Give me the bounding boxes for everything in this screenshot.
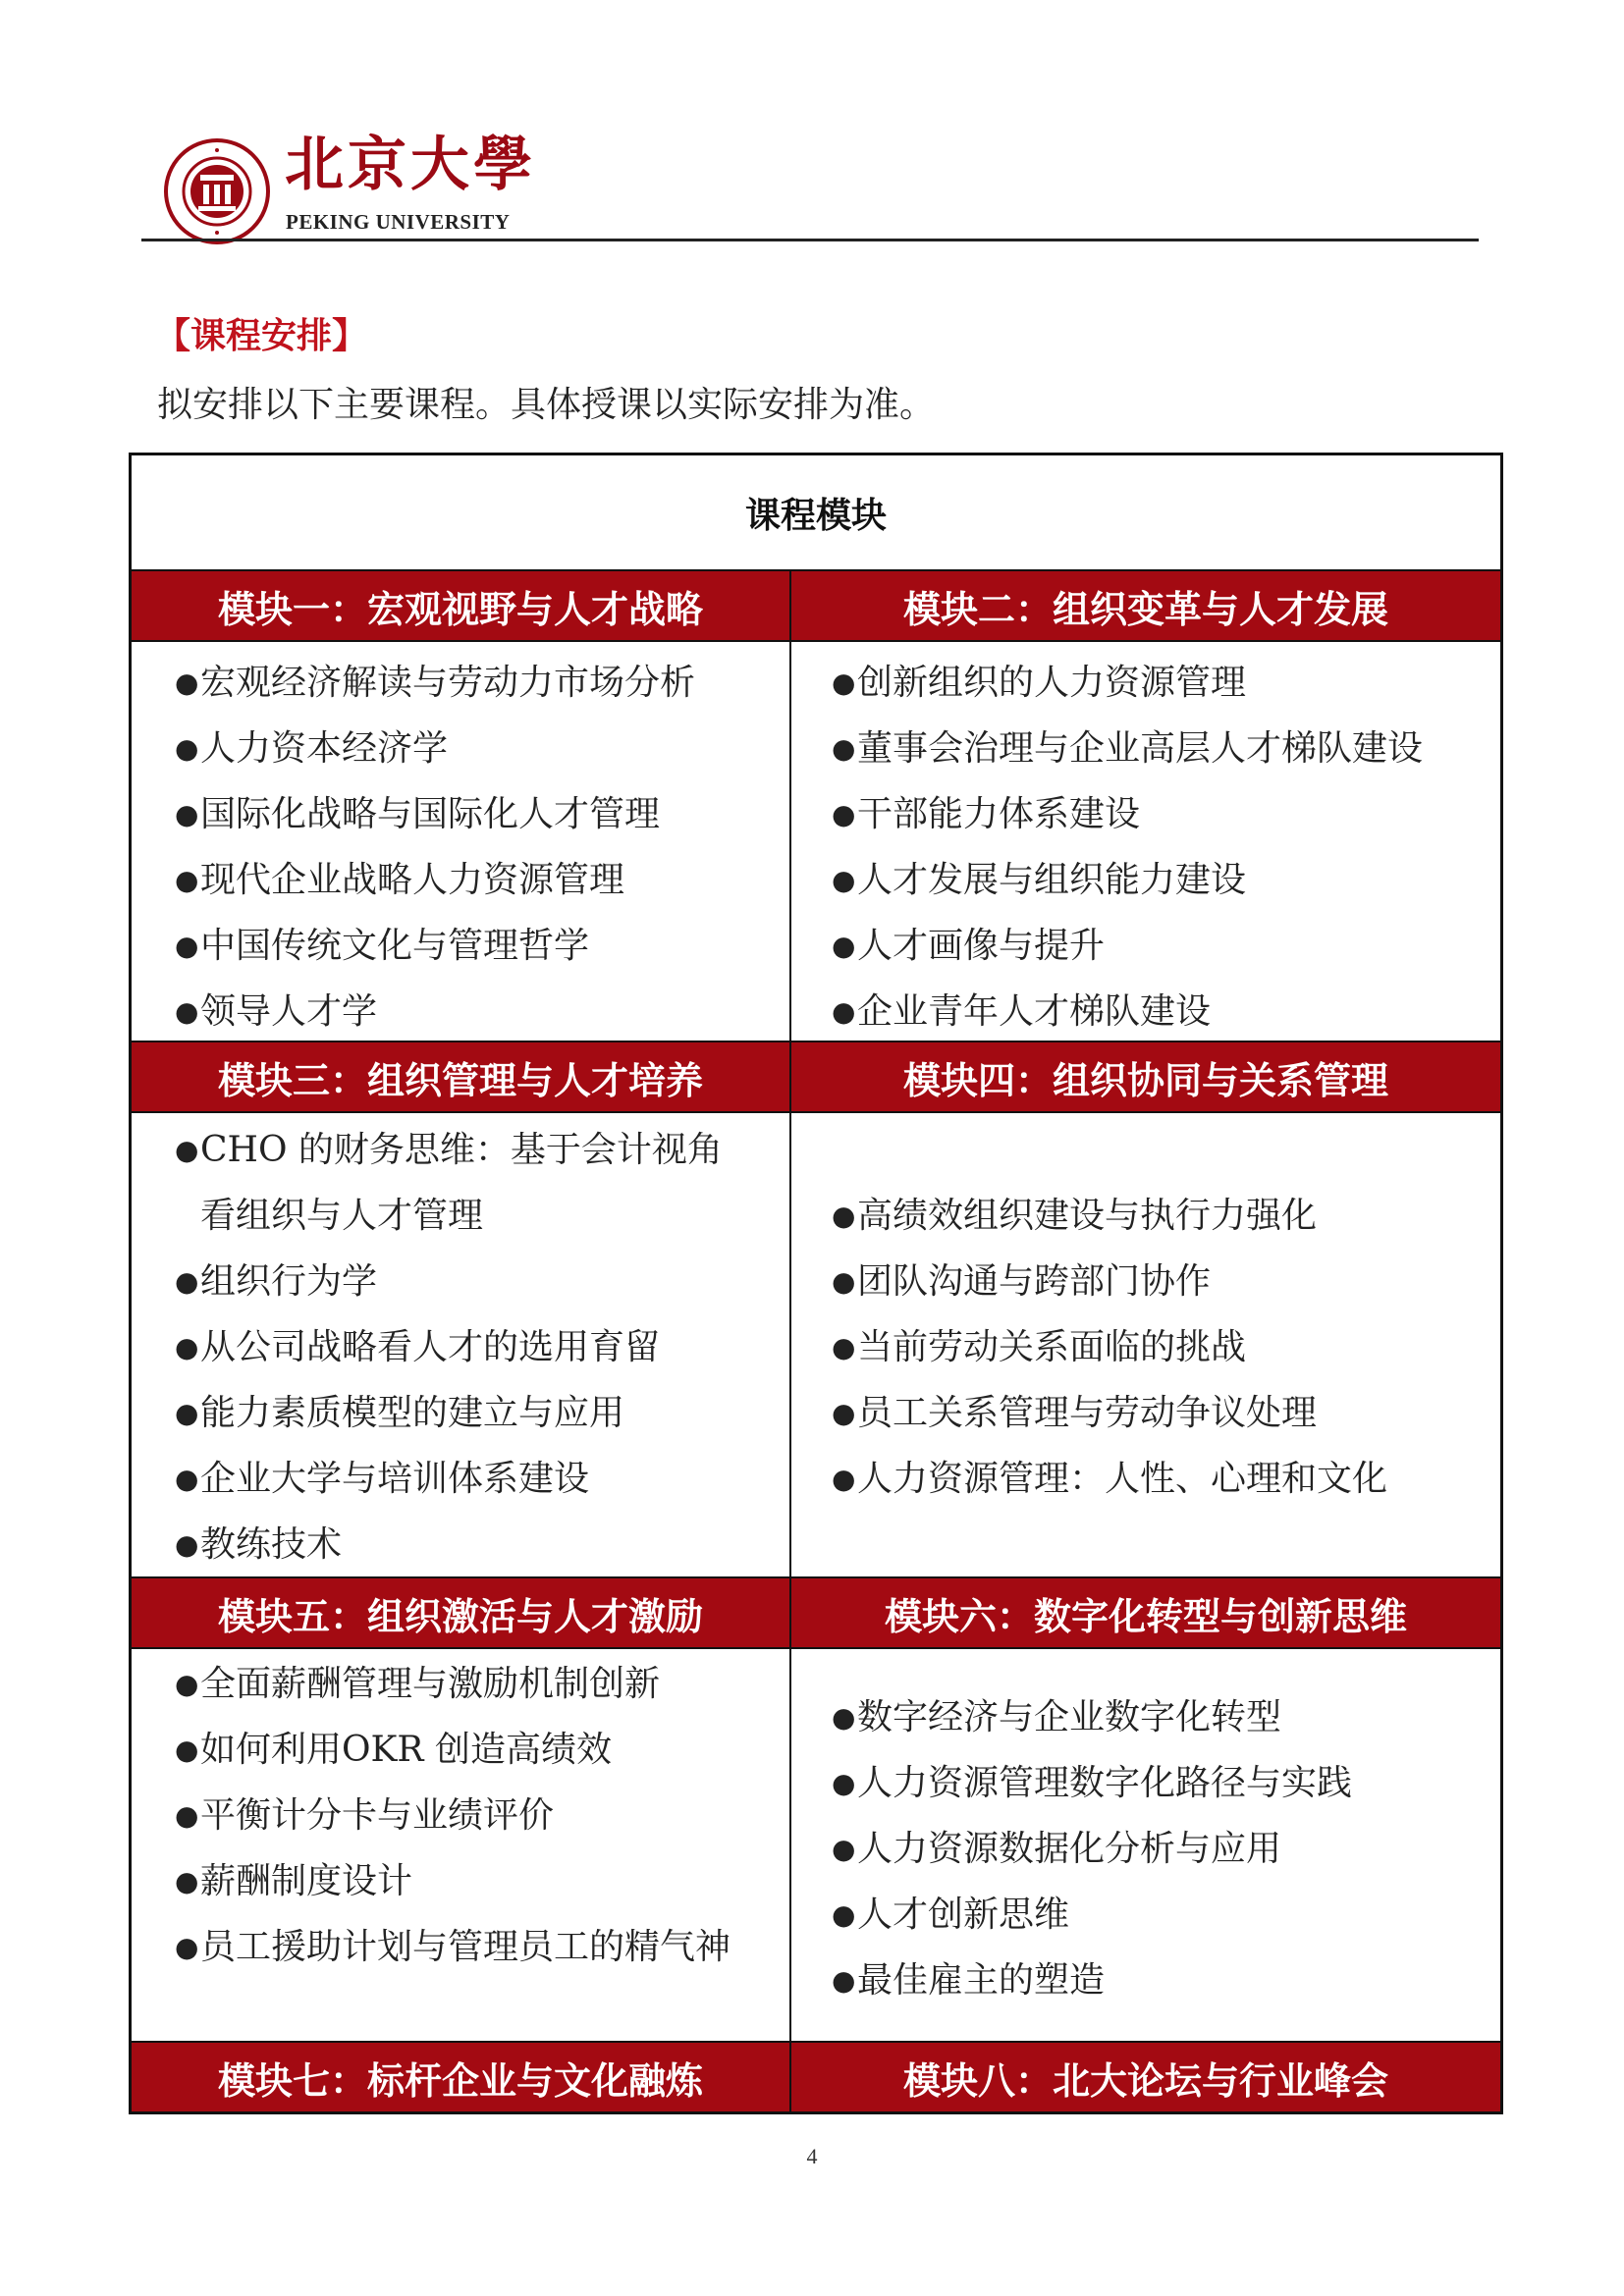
module-title: 模块三：组织管理与人才培养 [217, 1058, 703, 1102]
list-item: ● 员工关系管理与劳动争议处理 [832, 1393, 1318, 1433]
list-item: ● 团队沟通与跨部门协作 [832, 1261, 1212, 1302]
list-item: ● 高绩效组织建设与执行力强化 [832, 1196, 1318, 1236]
list-item: ● 领导人才学 [175, 991, 378, 1032]
module-items-4 [832, 1183, 1480, 1512]
module-items-3 [175, 1117, 754, 1577]
university-name-en: PEKING UNIVERSITY [286, 210, 511, 234]
module-items-2 [832, 650, 1480, 1044]
module-items-5 [175, 1651, 754, 1980]
section-intro: 拟安排以下主要课程。具体授课以实际安排为准。 [157, 385, 936, 425]
university-name-cn: 北京大學 [285, 131, 536, 199]
table-heading: 课程模块 [132, 455, 1500, 571]
list-item: ● 人才发展与组织能力建设 [832, 860, 1247, 900]
list-item: ● 人才创新思维 [832, 1895, 1070, 1935]
list-item: ● 如何利用OKR 创造高绩效 [175, 1730, 612, 1770]
module-band-row-3 [132, 1576, 1500, 1649]
list-item: ● 数字经济与企业数字化转型 [832, 1697, 1282, 1737]
course-module-table [129, 453, 1503, 2114]
module-title: 模块二：组织变革与人才发展 [902, 587, 1388, 631]
list-item: ● 人力资源数据化分析与应用 [832, 1829, 1282, 1869]
list-item: ● 人力资本经济学 [175, 728, 449, 769]
module-title: 模块一：宏观视野与人才战略 [217, 587, 703, 631]
module-title: 模块四：组织协同与关系管理 [902, 1058, 1388, 1102]
list-item: ● 现代企业战略人力资源管理 [175, 860, 625, 900]
list-item: ● 国际化战略与国际化人才管理 [175, 794, 661, 834]
list-item: ● 干部能力体系建设 [832, 794, 1141, 834]
list-item: ● 企业大学与培训体系建设 [175, 1459, 590, 1499]
list-item: ● 宏观经济解读与劳动力市场分析 [175, 663, 696, 703]
university-seal-icon [163, 137, 271, 245]
list-item: ● 组织行为学 [175, 1261, 378, 1302]
list-item: ● 教练技术 [175, 1524, 343, 1565]
module-band-row-2 [132, 1041, 1500, 1113]
list-item: ● 当前劳动关系面临的挑战 [832, 1327, 1247, 1367]
module-items-6 [832, 1684, 1480, 2013]
list-item: ● 薪酬制度设计 [175, 1861, 413, 1901]
list-item: ● 中国传统文化与管理哲学 [175, 926, 590, 966]
module-band-row-4 [132, 2041, 1500, 2111]
section-title: 【课程安排】 [155, 316, 368, 356]
list-item: ● 平衡计分卡与业绩评价 [175, 1795, 555, 1836]
module-title: 模块七：标杆企业与文化融炼 [217, 2058, 703, 2103]
module-title: 模块五：组织激活与人才激励 [217, 1594, 703, 1638]
list-item: ● CHO 的财务思维：基于会计视角看组织与人才管理 [175, 1130, 723, 1236]
header-divider [141, 239, 1479, 241]
column-divider [789, 571, 791, 2111]
module-band-row-1 [132, 569, 1500, 642]
list-item: ● 创新组织的人力资源管理 [832, 663, 1247, 703]
page-header [141, 126, 1479, 241]
list-item: ● 人才画像与提升 [832, 926, 1106, 966]
list-item: ● 人力资源管理数字化路径与实践 [832, 1763, 1353, 1803]
list-item: ● 企业青年人才梯队建设 [832, 991, 1212, 1032]
list-item: ● 董事会治理与企业高层人才梯队建设 [832, 728, 1424, 769]
list-item: ● 最佳雇主的塑造 [832, 1960, 1106, 2001]
list-item: ● 人力资源管理：人性、心理和文化 [832, 1459, 1388, 1499]
page-number: 4 [806, 2144, 818, 2168]
module-items-1 [175, 650, 764, 1044]
list-item: ● 从公司战略看人才的选用育留 [175, 1327, 661, 1367]
list-item: ● 能力素质模型的建立与应用 [175, 1393, 625, 1433]
list-item: ● 员工援助计划与管理员工的精气神 [175, 1927, 731, 1967]
list-item: ● 全面薪酬管理与激励机制创新 [175, 1664, 661, 1704]
module-title: 模块八：北大论坛与行业峰会 [902, 2058, 1388, 2103]
module-title: 模块六：数字化转型与创新思维 [884, 1594, 1407, 1638]
